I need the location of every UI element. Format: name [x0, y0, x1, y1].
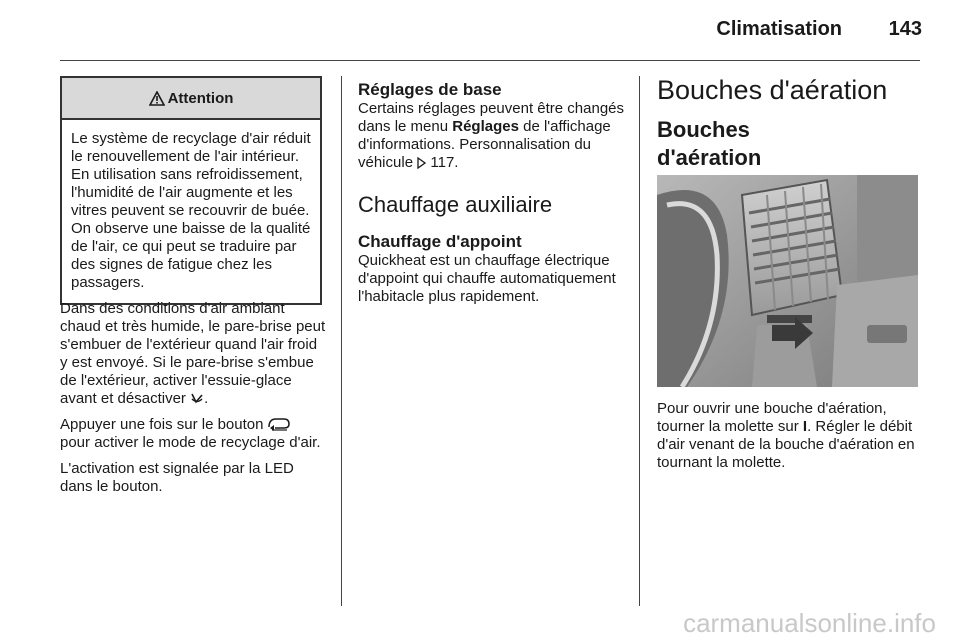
header-title: Climatisation — [716, 18, 842, 40]
basic-settings-text — [358, 100, 626, 172]
quickheat-text: Quickheat est un chauffage électrique d'appoint qui chauffe automatiquement l'habitacle plus rapidement. — [358, 252, 616, 305]
basic-settings-text-a: Certains réglages peuvent être changés dans le menu — [358, 100, 625, 135]
air-vent-photo — [657, 175, 918, 387]
attention-header — [62, 78, 320, 120]
page-reference: 117. — [430, 154, 459, 171]
vent-caption-a: Pour ouvrir une bouche d'aération, tourner la molette sur — [657, 400, 887, 435]
basic-settings-text-b: de l'affichage d'informations. Personnalisation du véhicule — [358, 118, 611, 171]
vent-caption-b: . Régler le débit d'air venant de la bouche d'aération en tournant la molette. — [657, 418, 915, 471]
watermark: carmanualsonline.info — [683, 608, 936, 638]
vent-caption — [657, 400, 923, 472]
paragraph-recirc-b: pour activer le mode de recyclage d'air. — [60, 434, 321, 451]
page-number: 143 — [888, 18, 922, 40]
attention-box — [60, 76, 322, 305]
attention-text: Le système de recyclage d'air réduit le renouvellement de l'air intérieur. En utilisation sans refroidissement, l'humidité de l'air augmente et les vitres peuvent se recouvrir de buée. On observe une baisse de la qualité de l'air, ce qui peut se traduire par des signes de fatigue chez les passagers. — [71, 130, 311, 291]
paragraph-led: L'activation est signalée par la LED dans le bouton. — [60, 460, 294, 495]
heading-adjustable-vents: Bouches d'aération — [657, 117, 762, 170]
air-vent-illustration — [657, 175, 918, 387]
paragraph-windshield-text: Dans des conditions d'air ambiant chaud et très humide, le pare-brise peut s'embuer de l'extérieur quand l'air froid y est envoyé. Si le pare-brise s'embue de l'extérieur, activer l'essuie-glace avant et désactiver — [60, 300, 326, 407]
header-rule — [60, 60, 920, 61]
column-2 — [358, 80, 626, 306]
paragraph-windshield-end: . — [204, 390, 209, 407]
paragraph-windshield — [60, 300, 328, 408]
heading-basic-settings: Réglages de base — [358, 80, 502, 99]
page-ref-arrow-icon — [417, 157, 426, 169]
paragraph-recirc — [60, 416, 328, 452]
attention-title: Attention — [167, 89, 234, 107]
column-1-text — [60, 300, 328, 504]
heading-air-vents: Bouches d'aération — [657, 75, 888, 105]
paragraph-recirc-a: Appuyer une fois sur le bouton — [60, 416, 264, 433]
vent-open-symbol: I — [802, 418, 808, 435]
heading-auxiliary-heating: Chauffage auxiliaire — [358, 192, 553, 217]
recirculation-icon — [268, 417, 290, 431]
column-divider-2 — [639, 76, 640, 606]
warning-triangle-icon — [149, 91, 165, 106]
column-divider-1 — [341, 76, 342, 606]
settings-menu-term: Réglages — [452, 118, 519, 135]
rear-wiper-icon — [190, 391, 204, 405]
heading-quickheat: Chauffage d'appoint — [358, 232, 522, 251]
